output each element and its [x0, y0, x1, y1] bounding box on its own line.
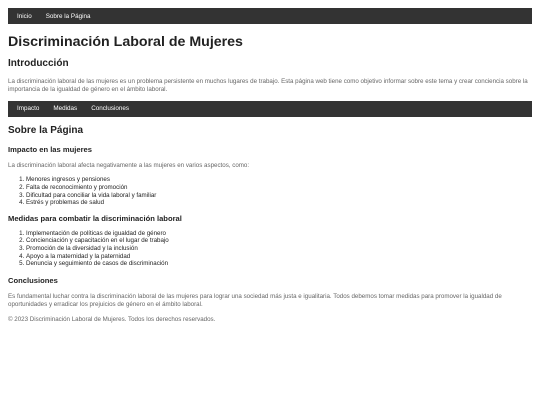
site-title: Discriminación Laboral de Mujeres — [8, 34, 243, 50]
nav-link-sobre-la-pagina[interactable]: Sobre la Página — [45, 12, 91, 20]
impact-heading: Impacto en las mujeres — [8, 144, 92, 154]
intro-section — [8, 58, 532, 94]
list-item: 2. Falta de reconocimiento y promoción — [26, 184, 532, 192]
impact-text: La discriminación laboral afecta negativamente a las mujeres en varios aspectos, como: — [8, 161, 250, 169]
list-item: 3. Dificultad para conciliar la vida laboral y familiar — [26, 192, 532, 200]
list-item: 4. Estrés y problemas de salud — [26, 199, 532, 207]
nav-link-conclusiones[interactable]: Conclusiones — [91, 105, 130, 113]
intro-heading: Introducción — [8, 58, 69, 69]
list-item: 5. Denuncia y seguimiento de casos de discriminación — [26, 260, 532, 268]
footer — [8, 316, 532, 324]
list-item: 4. Apoyo a la maternidad y la paternidad — [26, 253, 532, 261]
section-navbar — [8, 101, 532, 117]
measures-heading: Medidas para combatir la discriminación laboral — [8, 213, 182, 223]
nav-link-inicio[interactable]: Inicio — [17, 12, 32, 20]
list-item: 2. Concienciación y capacitación en el lugar de trabajo — [26, 237, 532, 245]
list-item: 1. Menores ingresos y pensiones — [26, 176, 532, 184]
intro-text: La discriminación laboral de las mujeres es un problema persistente en muchos lugares de trabajo. Esta página web tiene como objetivo informar sobre este tema y crear conciencia sobre la importancia de la igualdad de género en el ámbito laboral. — [8, 78, 528, 93]
conclusions-text: Es fundamental luchar contra la discriminación laboral de las mujeres para lograr una sociedad más justa e igualitaria. Todos debemos tomar medidas para promover la igualdad de oportunidades y erradicar los prejuicios de género en el ámbito laboral. — [8, 292, 502, 308]
top-navbar — [8, 8, 532, 24]
about-section — [8, 125, 532, 309]
impact-list — [8, 176, 532, 206]
list-item: 3. Promoción de la diversidad y la inclusión — [26, 245, 532, 253]
footer-text: © 2023 Discriminación Laboral de Mujeres. Todos los derechos reservados. — [8, 316, 216, 324]
nav-link-impacto[interactable]: Impacto — [17, 105, 40, 113]
conclusions-heading: Conclusiones — [8, 275, 58, 285]
about-heading: Sobre la Página — [8, 124, 84, 136]
list-item: 1. Implementación de políticas de igualdad de género — [26, 230, 532, 238]
nav-link-medidas[interactable]: Medidas — [53, 105, 78, 113]
measures-list — [8, 230, 532, 268]
